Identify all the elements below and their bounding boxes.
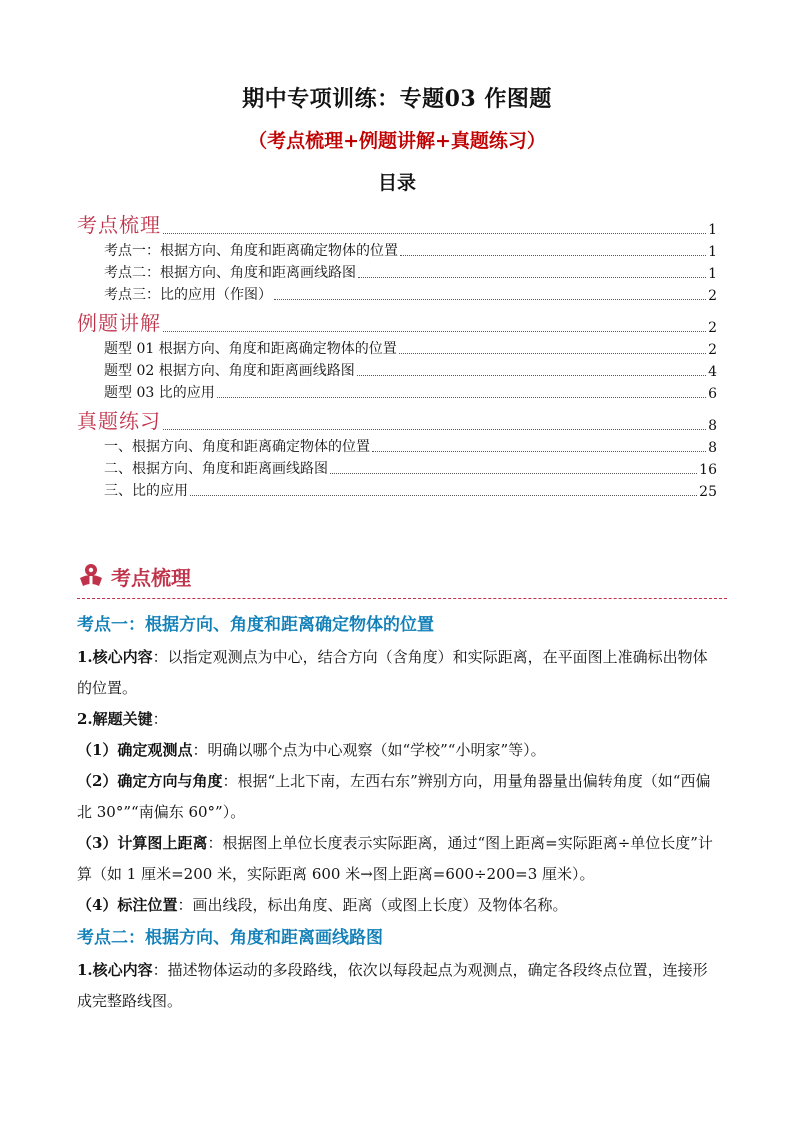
kp1-p1-text: ：以指定观测点为中心，结合方向（含角度）和实际距离，在平面图上准确标出物体的位置。 bbox=[77, 648, 708, 697]
section-title: 考点梳理 bbox=[111, 565, 191, 590]
toc-entry-label: 考点一：根据方向、角度和距离确定物体的位置 bbox=[104, 243, 398, 259]
toc-page-number: 2 bbox=[708, 288, 717, 304]
toc-leader-dots bbox=[372, 450, 706, 452]
toc-entry[interactable] bbox=[77, 238, 717, 260]
table-of-contents bbox=[77, 206, 717, 500]
toc-page-number: 1 bbox=[708, 266, 717, 282]
kp1-s4-bold: （4）标注位置 bbox=[77, 896, 178, 914]
toc-entry-label: 题型 01 根据方向、角度和距离确定物体的位置 bbox=[104, 341, 397, 357]
toc-entry-label: 考点二：根据方向、角度和距离画线路图 bbox=[104, 265, 356, 281]
kp1-s2-text: ：根据“上北下南，左西右东”辨别方向，用量角器量出偏转角度（如“西偏北 30°”“南偏东 60°”）。 bbox=[77, 772, 711, 821]
toc-entry-label: 考点三：比的应用（作图） bbox=[104, 287, 272, 303]
toc-page-number: 4 bbox=[708, 364, 717, 380]
kp1-s4-text: ：画出线段，标出角度、距离（或图上长度）及物体名称。 bbox=[177, 896, 568, 914]
document-title: 期中专项训练：专题03 作图题 bbox=[242, 86, 552, 112]
kp1-s1-bold: （1）确定观测点 bbox=[77, 741, 193, 759]
toc-entry-label: 题型 02 根据方向、角度和距离画线路图 bbox=[104, 363, 355, 379]
toc-leader-dots bbox=[358, 276, 706, 278]
toc-leader-dots bbox=[400, 254, 706, 256]
kp1-step-1 bbox=[77, 735, 722, 766]
toc-leader-dots bbox=[163, 428, 706, 430]
toc-entry-label: 题型 03 比的应用 bbox=[104, 385, 215, 401]
toc-entry[interactable] bbox=[77, 478, 717, 500]
document-subtitle: （考点梳理+例题讲解+真题练习） bbox=[248, 130, 546, 152]
toc-page-number: 6 bbox=[708, 386, 717, 402]
toc-entry[interactable] bbox=[77, 380, 717, 402]
kp1-p2-text: ： bbox=[152, 710, 168, 728]
toc-entry[interactable] bbox=[77, 282, 717, 304]
toc-leader-dots bbox=[274, 298, 706, 300]
kp2-p1-text: ：描述物体运动的多段路线，依次以每段起点为观测点，确定各段终点位置，连接形成完整路线图。 bbox=[77, 961, 708, 1010]
kp2-p1-bold: 1.核心内容 bbox=[77, 961, 153, 979]
section-header bbox=[77, 560, 727, 599]
kp1-p2-bold: 2.解题关键 bbox=[77, 710, 153, 728]
kp2-paragraph-1 bbox=[77, 955, 722, 1017]
toc-page-number: 1 bbox=[708, 222, 717, 238]
kp2-heading: 考点二：根据方向、角度和距离画线路图 bbox=[77, 928, 383, 948]
kp1-p1-bold: 1.核心内容 bbox=[77, 648, 153, 666]
section-divider bbox=[77, 598, 727, 599]
toc-section-entry[interactable] bbox=[77, 304, 717, 336]
toc-entry-label: 三、比的应用 bbox=[104, 483, 188, 499]
toc-entry[interactable] bbox=[77, 456, 717, 478]
toc-entry[interactable] bbox=[77, 336, 717, 358]
toc-entry[interactable] bbox=[77, 434, 717, 456]
toc-page-number: 1 bbox=[708, 244, 717, 260]
toc-page-number: 2 bbox=[708, 342, 717, 358]
toc-page-number: 16 bbox=[699, 462, 717, 478]
content-body bbox=[77, 608, 722, 1017]
toc-entry-label: 一、根据方向、角度和距离确定物体的位置 bbox=[104, 439, 370, 455]
kp1-s1-text: ：明确以哪个点为中心观察（如“学校”“小明家”等）。 bbox=[192, 741, 546, 759]
toc-page-number: 8 bbox=[708, 418, 717, 434]
toc-section-entry[interactable] bbox=[77, 402, 717, 434]
toc-page-number: 2 bbox=[708, 320, 717, 336]
toc-leader-dots bbox=[357, 374, 706, 376]
kp1-step-3 bbox=[77, 828, 722, 890]
kp1-paragraph-2 bbox=[77, 704, 722, 735]
toc-page-number: 25 bbox=[699, 484, 717, 500]
toc-leader-dots bbox=[399, 352, 706, 354]
tree-logo-icon bbox=[77, 562, 105, 590]
toc-entry-label: 例题讲解 bbox=[77, 311, 161, 335]
toc-entry-label: 考点梳理 bbox=[77, 213, 161, 237]
kp1-step-2 bbox=[77, 766, 722, 828]
kp1-paragraph-1 bbox=[77, 642, 722, 704]
toc-leader-dots bbox=[217, 396, 706, 398]
toc-leader-dots bbox=[163, 232, 706, 234]
toc-page-number: 8 bbox=[708, 440, 717, 456]
toc-entry-label: 二、根据方向、角度和距离画线路图 bbox=[104, 461, 328, 477]
toc-entry-label: 真题练习 bbox=[77, 409, 161, 433]
kp1-s3-bold: （3）计算图上距离 bbox=[77, 834, 208, 852]
toc-entry[interactable] bbox=[77, 260, 717, 282]
kp1-s2-bold: （2）确定方向与角度 bbox=[77, 772, 223, 790]
toc-section-entry[interactable] bbox=[77, 206, 717, 238]
kp1-step-4 bbox=[77, 890, 722, 921]
kp1-heading: 考点一：根据方向、角度和距离确定物体的位置 bbox=[77, 615, 434, 635]
toc-leader-dots bbox=[190, 494, 697, 496]
toc-heading: 目录 bbox=[377, 172, 416, 194]
toc-entry[interactable] bbox=[77, 358, 717, 380]
toc-leader-dots bbox=[330, 472, 697, 474]
kp1-s3-text: ：根据图上单位长度表示实际距离，通过“图上距离=实际距离÷单位长度”计算（如 1 厘米=200 米，实际距离 600 米→图上距离=600÷200=3 厘米）。 bbox=[77, 834, 713, 883]
toc-leader-dots bbox=[163, 330, 706, 332]
